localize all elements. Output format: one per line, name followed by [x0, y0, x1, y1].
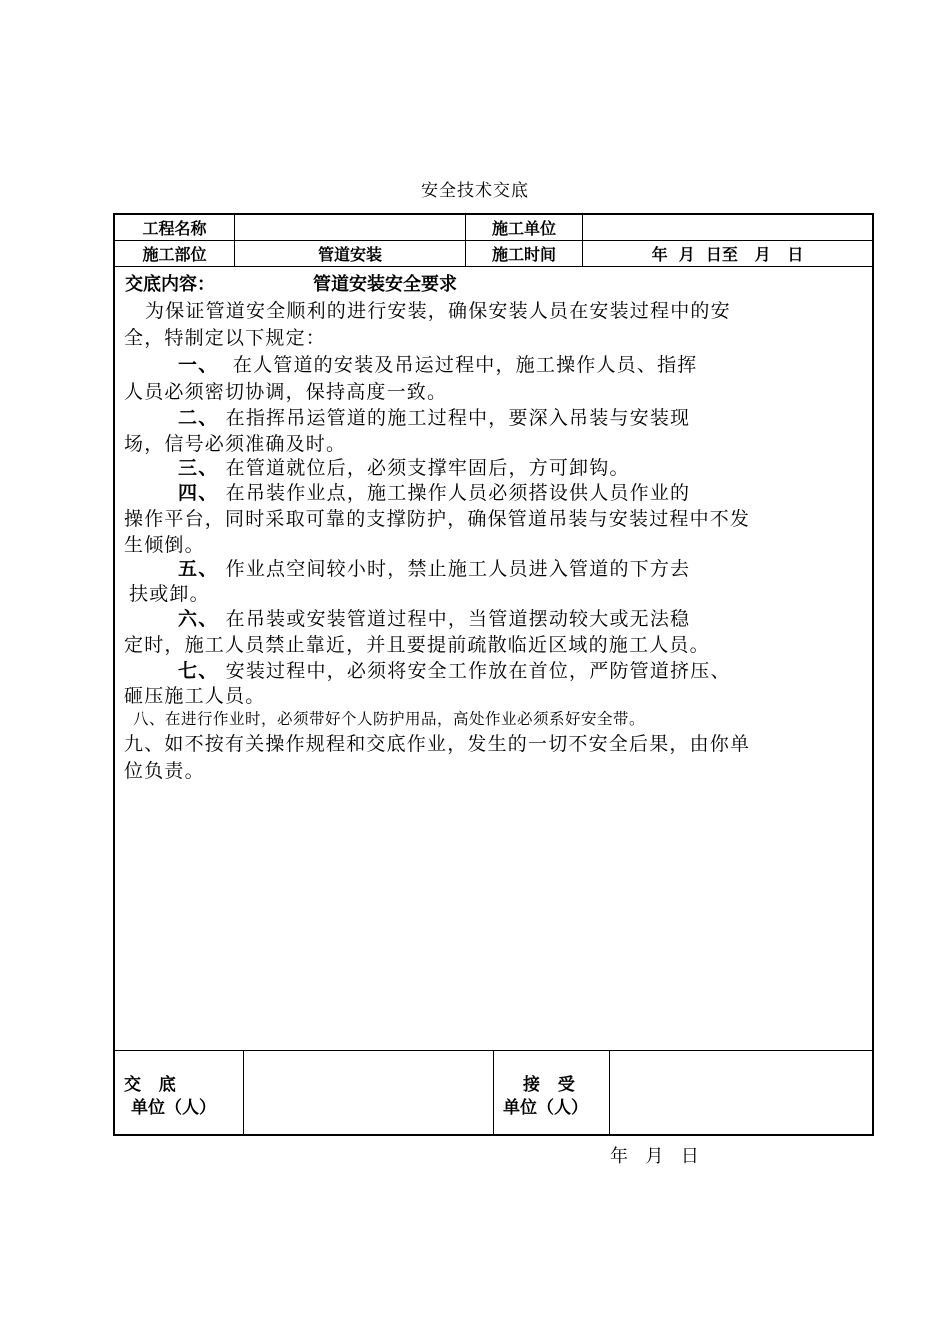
clause-number: 七、	[178, 660, 219, 682]
clause-text: 全，特制定以下规定：	[124, 327, 327, 349]
clause-text: 扶或卸。	[129, 583, 210, 605]
construction-unit-label: 施工单位	[491, 219, 556, 238]
clause-number: 六、	[178, 608, 219, 630]
header-bottom-divider	[113, 266, 874, 267]
footer-col-divider-1	[243, 1050, 244, 1136]
clause-text: 在指挥吊运管道的施工过程中，要深入吊装与安装现	[218, 407, 691, 429]
clause-text: 砸压施工人员。	[124, 685, 266, 707]
clause-text: 为保证管道安全顺利的进行安装，确保安装人员在安装过程中的安	[145, 300, 731, 322]
content-label: 交底内容：	[125, 274, 215, 295]
content-line	[124, 530, 205, 557]
clause-text: 操作平台，同时采取可靠的支撑防护，确保管道吊装与安装过程中不发	[124, 508, 751, 530]
content-line	[124, 323, 326, 350]
content-line	[145, 296, 731, 323]
content-line	[124, 756, 205, 783]
construction-time-value[interactable]: 年 月 日至 月 日	[651, 245, 804, 264]
clause-number: 三、	[178, 457, 219, 479]
content-line	[124, 729, 750, 756]
content-line	[124, 681, 265, 708]
clause-text: 安装过程中，必须将安全工作放在首位，严防管道挤压、	[218, 660, 731, 682]
handover-label-line1: 交 底	[124, 1075, 176, 1095]
project-name-value[interactable]	[235, 215, 465, 240]
clause-text: 九、如不按有关操作规程和交底作业，发生的一切不安全后果，由你单	[124, 733, 751, 755]
project-name-label: 工程名称	[142, 219, 207, 238]
content-line	[124, 429, 346, 456]
document-title: 安全技术交底	[421, 181, 529, 201]
clause-text: 生倾倒。	[124, 534, 205, 556]
construction-unit-value[interactable]	[583, 215, 872, 240]
content-line	[178, 478, 690, 505]
content-line	[178, 350, 698, 377]
footer-col-divider-2	[493, 1050, 494, 1136]
clause-text: 在吊装或安装管道过程中，当管道摆动较大或无法稳	[218, 608, 691, 630]
clause-text: 位负责。	[124, 760, 205, 782]
content-line	[124, 504, 750, 531]
clause-text: 在管道就位后，必须支撑牢固后，方可卸钩。	[218, 457, 630, 479]
content-line	[124, 630, 710, 657]
clause-text: 作业点空间较小时，禁止施工人员进入管道的下方去	[218, 558, 691, 580]
clause-text: 在人管道的安装及吊运过程中，施工操作人员、指挥	[218, 354, 698, 376]
handover-label-line2: 单位（人）	[131, 1098, 216, 1118]
clause-number: 一、	[178, 354, 219, 376]
clause-text: 场，信号必须准确及时。	[124, 433, 347, 455]
clause-number: 五、	[178, 558, 219, 580]
construction-part-value[interactable]: 管道安装	[317, 245, 382, 264]
clause-number: 二、	[178, 407, 219, 429]
clause-text: 人员必须密切协调，保持高度一致。	[124, 381, 448, 403]
receiver-label-line2: 单位（人）	[503, 1098, 588, 1118]
receiver-label-line1: 接 受	[523, 1075, 575, 1095]
clause-number: 四、	[178, 482, 219, 504]
content-line	[178, 656, 731, 683]
clause-text: 定时，施工人员禁止靠近，并且要提前疏散临近区域的施工人员。	[124, 634, 710, 656]
content-line	[178, 604, 690, 631]
content-line	[129, 579, 210, 606]
content-line	[178, 554, 690, 581]
receiver-signature-field[interactable]	[612, 1060, 870, 1130]
content-line	[178, 453, 630, 480]
clause-text: 八、在进行作业时，必须带好个人防护用品，高处作业必须系好安全带。	[133, 710, 646, 728]
content-line	[124, 377, 447, 404]
construction-part-label: 施工部位	[142, 245, 207, 264]
footer-date: 年 月 日	[610, 1146, 701, 1167]
construction-time-label: 施工时间	[491, 245, 556, 264]
content-line	[133, 707, 645, 729]
footer-col-divider-3	[609, 1050, 610, 1136]
handover-signature-field[interactable]	[246, 1060, 491, 1130]
content-subject: 管道安装安全要求	[313, 274, 457, 295]
clause-text: 在吊装作业点，施工操作人员必须搭设供人员作业的	[218, 482, 691, 504]
content-line	[178, 403, 690, 430]
